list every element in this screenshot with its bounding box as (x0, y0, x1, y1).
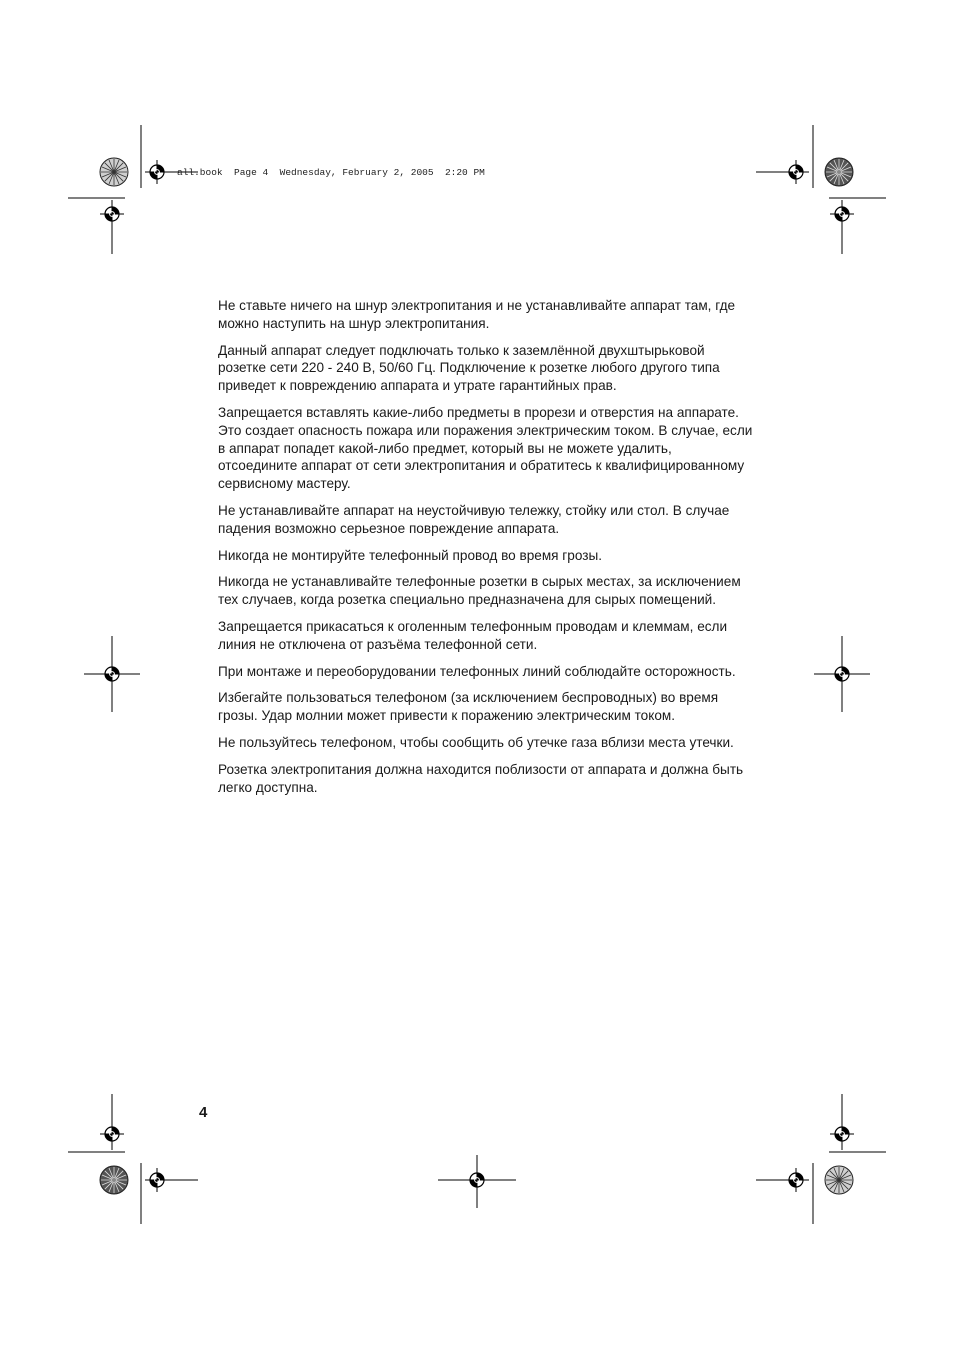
paragraph: Никогда не устанавливайте телефонные розетки в сырых местах, за исключением тех случаев, когда розетка специально предназначена для сырых помещений. (218, 574, 741, 608)
paragraph: Избегайте пользоваться телефоном (за исключением беспроводных) во время грозы. Удар молнии может привести к поражению электрическим током. (218, 690, 719, 724)
page-content (218, 297, 754, 805)
paragraph: Данный аппарат следует подключать только к заземлённой двухштырьковой розетке сети 220 - 240 В, 50/60 Гц. Подключение к розетке любого другого типа приведет к повреждению аппарата и утрате гарантийных прав. (218, 342, 720, 394)
paragraph: Розетка электропитания должна находится поблизости от аппарата и должна быть легко доступна. (218, 761, 744, 795)
paragraph: Не пользуйтесь телефоном, чтобы сообщить об утечке газа вблизи места утечки. (218, 734, 734, 750)
paragraph: Не ставьте ничего на шнур электропитания и не устанавливайте аппарат там, где можно наступить на шнур электропитания. (218, 298, 736, 331)
page-number: 4 (199, 1104, 208, 1121)
paragraph: Никогда не монтируйте телефонный провод во время грозы. (218, 547, 603, 563)
paragraph: Запрещается вставлять какие-либо предметы в прорези и отверстия на аппарате. Это создает опасность пожара или поражения электрическим током. В случае, если в аппарат попадет какой-либо предмет, который вы не можете удалить, отсоедините аппарат от сети электропитания и обратитесь к квалифицированному сервисному мастеру. (218, 404, 753, 492)
paragraph: Не устанавливайте аппарат на неустойчивую тележку, стойку или стол. В случае падения возможно серьезное повреждение аппарата. (218, 502, 730, 536)
print-header: all.book Page 4 Wednesday, February 2, 2005 2:20 PM (177, 167, 485, 178)
paragraph: Запрещается прикасаться к оголенным телефонным проводам и клеммам, если линия не отключена от разъёма телефонной сети. (218, 618, 728, 652)
paragraph: При монтаже и переоборудовании телефонных линий соблюдайте осторожность. (218, 663, 736, 679)
